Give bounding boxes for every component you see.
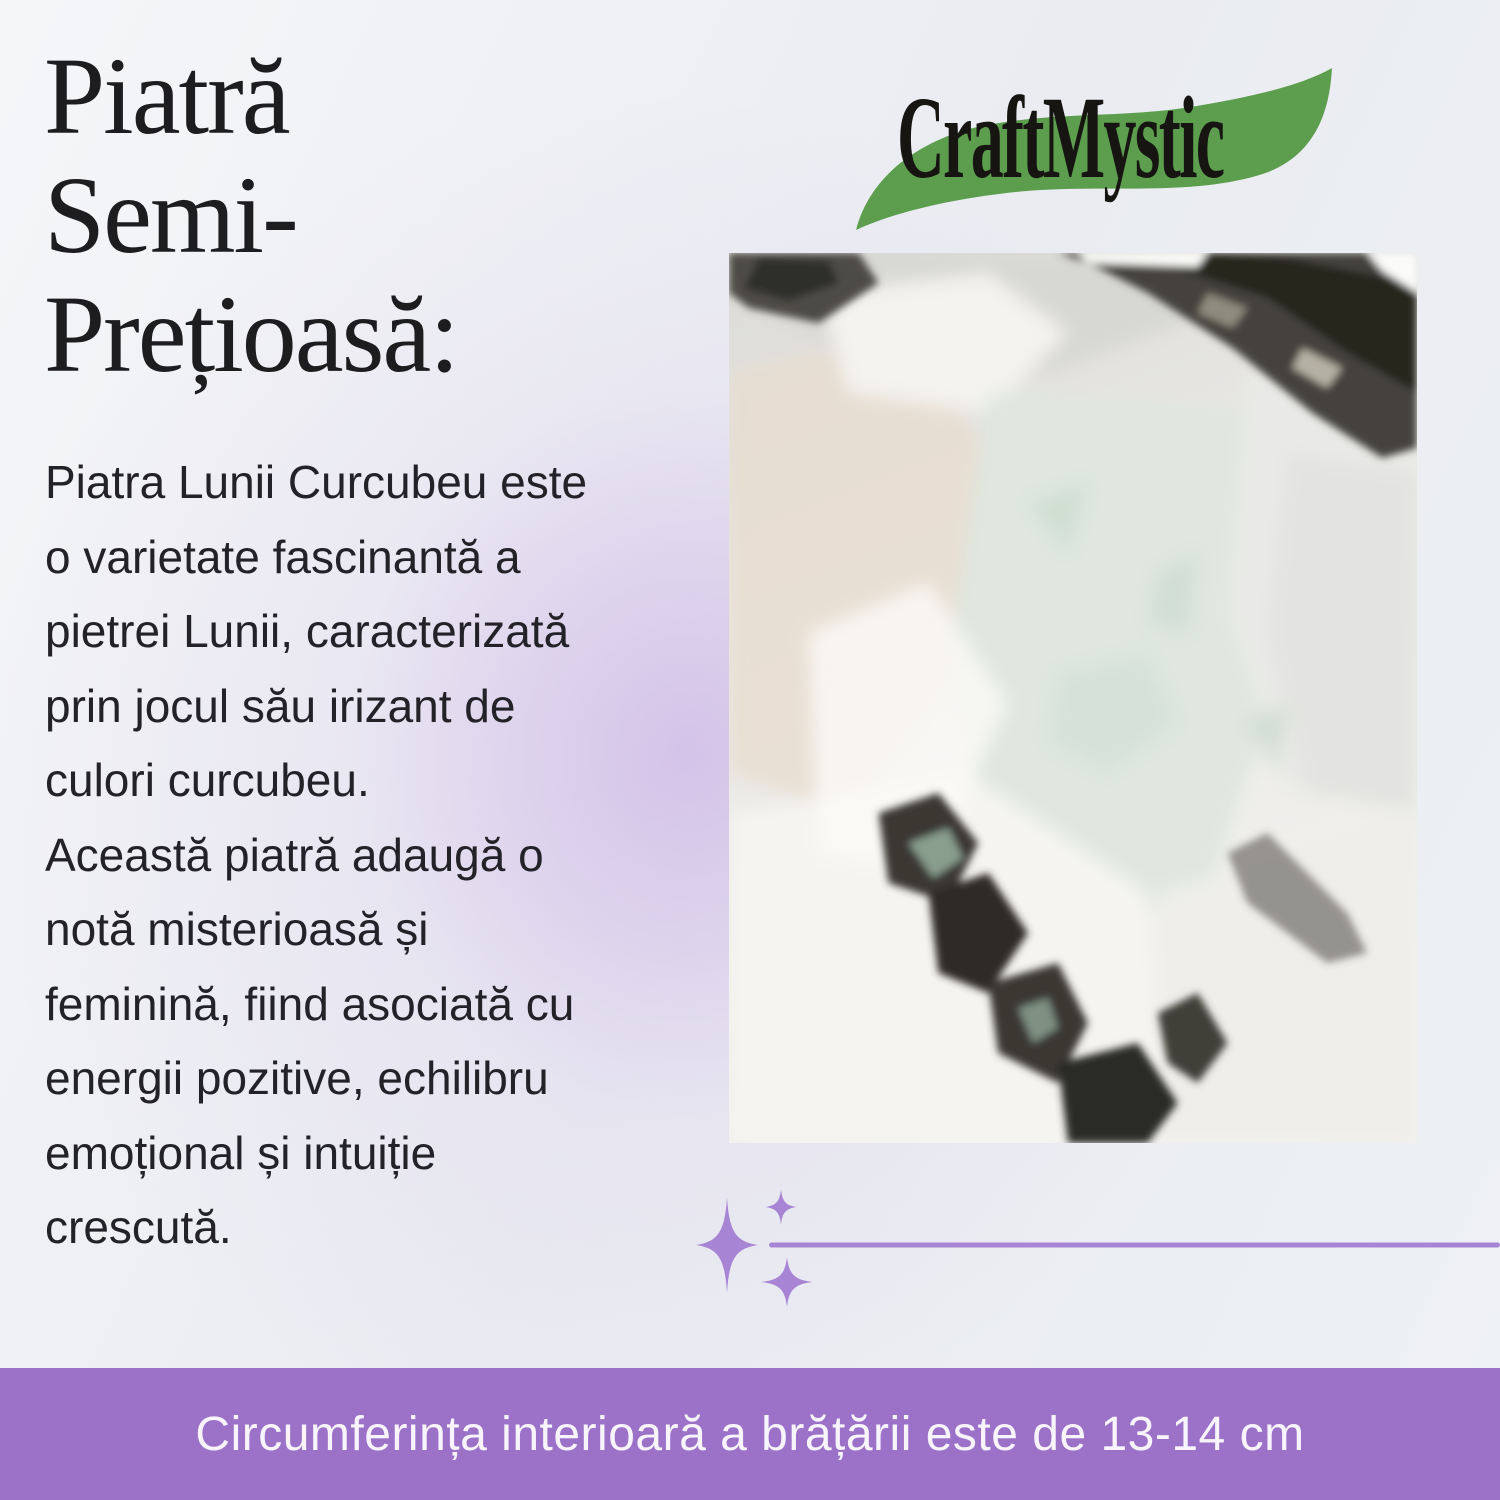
brand-logo xyxy=(850,62,1340,234)
size-banner-text: Circumferința interioară a brățării este de 13-14 cm xyxy=(195,1407,1305,1461)
page-title-line-3: Prețioasă: xyxy=(44,273,458,395)
moonstone-photo-image xyxy=(729,253,1417,1143)
page-title xyxy=(44,37,458,394)
page-title-line-1: Piatră xyxy=(44,35,289,157)
brand-name: CraftMystic xyxy=(897,72,1224,203)
body-paragraph-1: Piatra Lunii Curcubeu este o varietate fascinantă a pietrei Lunii, caracterizată prin jocul său irizant de culori curcubeu. xyxy=(45,456,588,806)
size-banner xyxy=(0,1368,1500,1500)
page-title-line-2: Semi- xyxy=(44,154,297,276)
body-text xyxy=(45,445,620,1265)
sparkles-icon xyxy=(690,1180,1500,1320)
divider-line xyxy=(769,1243,1500,1248)
body-paragraph-2: Această piatră adaugă o notă misterioasă și feminină, fiind asociată cu energii pozitive, echilibru emoțional și intuiție crescută. xyxy=(45,828,575,1253)
moonstone-photo xyxy=(729,253,1417,1143)
